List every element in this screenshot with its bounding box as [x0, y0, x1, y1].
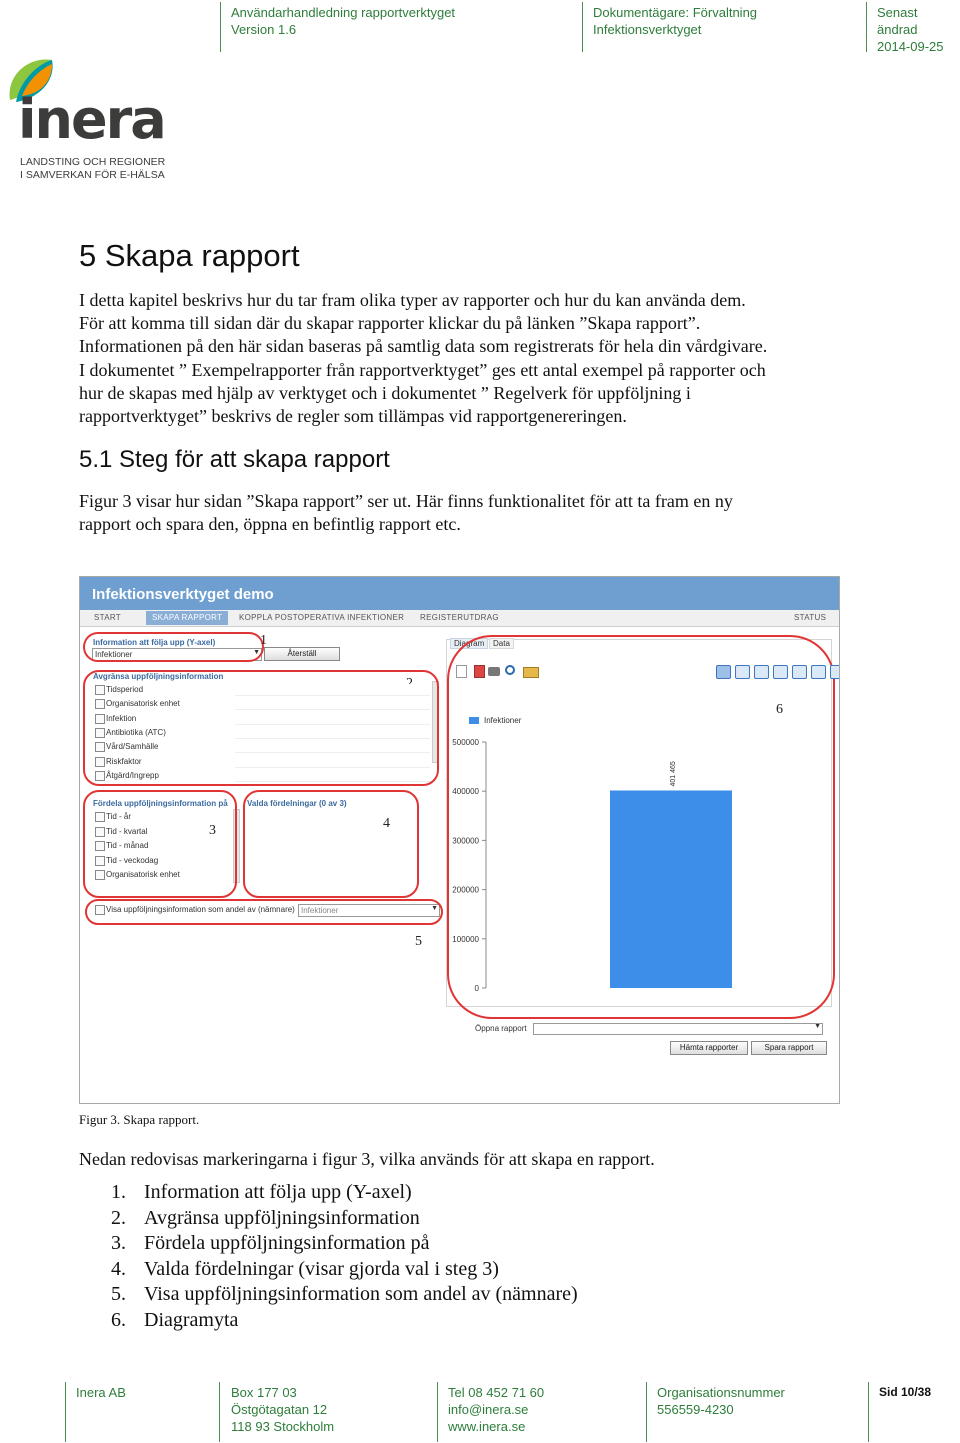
chevron-down-icon: ▼	[253, 649, 260, 656]
header-divider	[866, 2, 867, 52]
header-divider	[220, 2, 221, 52]
limit-item-label: Infektion	[106, 713, 137, 723]
limit-checkbox[interactable]	[95, 742, 105, 752]
header-owner: Dokumentägare: Förvaltning	[593, 5, 758, 20]
distribute-item-label: Tid - veckodag	[106, 855, 159, 865]
y-tick-label: 200000	[452, 885, 479, 895]
paragraph-line: I detta kapitel beskrivs hur du tar fram olika typer av rapporter och hur du kan använda dem.	[79, 290, 746, 310]
table-icon[interactable]	[830, 665, 840, 679]
reset-button[interactable]: Återställ	[264, 647, 340, 661]
limit-checkbox[interactable]	[95, 771, 105, 781]
limit-item-value[interactable]	[235, 713, 430, 725]
nav-koppla[interactable]: KOPPLA POSTOPERATIVA INFEKTIONER	[239, 613, 405, 622]
list-text: Visa uppföljningsinformation som andel av (nämnare)	[144, 1283, 578, 1306]
selected-label: Valda fördelningar (0 av 3)	[247, 799, 347, 808]
paragraph-line: Figur 3 visar hur sidan ”Skapa rapport” ser ut. Här finns funktionalitet för att ta fram en ny	[79, 491, 733, 511]
footer-address-line: Box 177 03	[231, 1385, 297, 1400]
limit-item-value[interactable]	[235, 727, 430, 739]
list-text: Diagramyta	[144, 1308, 239, 1331]
page-number: Sid 10/38	[879, 1385, 932, 1399]
paragraph-line: hur de skapas med hjälp av verktyget och i dokumentet ” Regelverk för uppföljning i	[79, 382, 691, 403]
bar-chart-icon[interactable]	[716, 665, 731, 679]
distribute-label: Fördela uppföljningsinformation på	[93, 799, 228, 808]
header-divider	[582, 2, 583, 52]
footer-divider	[437, 1382, 438, 1442]
marker-number: 4	[383, 816, 390, 831]
footer-address-line: 118 93 Stockholm	[231, 1419, 335, 1434]
footer-divider	[65, 1382, 66, 1442]
header-changed-date: 2014-09-25	[877, 39, 944, 54]
list-number: 2.	[111, 1206, 126, 1229]
limit-item-label: Vård/Samhälle	[106, 742, 159, 752]
marker-list-item	[111, 1231, 578, 1257]
limit-item-label: Åtgärd/Ingrepp	[106, 770, 159, 780]
paragraph-line: rapport och spara den, öppna en befintlig rapport etc.	[79, 514, 461, 535]
header-owner-info	[593, 4, 757, 38]
subsection-intro	[79, 490, 879, 536]
marker-list	[111, 1180, 578, 1334]
area-chart-icon[interactable]	[754, 665, 769, 679]
marker-list-item	[111, 1308, 578, 1334]
app-title-bar: Infektionsverktyget demo	[80, 577, 839, 610]
marker-list-item	[111, 1180, 578, 1206]
footer-company	[76, 1384, 126, 1401]
share-label: Visa uppföljningsinformation som andel av (nämnare)	[106, 905, 295, 914]
yaxis-label: Information att följa upp (Y-axel)	[93, 638, 216, 647]
limit-item-label: Organisatorisk enhet	[106, 699, 180, 709]
list-number: 3.	[111, 1232, 126, 1255]
figure-screenshot	[79, 576, 840, 1104]
paragraph-line: I dokumentet ” Exempelrapporter från rapportverktyget” ges ett antal exempel på rapporter och	[79, 359, 766, 380]
list-intro: Nedan redovisas markeringarna i figur 3, vilka används för att skapa en rapport.	[79, 1149, 655, 1169]
list-number: 6.	[111, 1308, 126, 1331]
limit-item-value[interactable]	[235, 770, 430, 782]
page-header	[0, 0, 960, 60]
list-text: Fördela uppföljningsinformation på	[144, 1232, 430, 1255]
yaxis-select-value: Infektioner	[95, 650, 133, 659]
footer-divider	[646, 1382, 647, 1442]
footer-divider	[219, 1382, 220, 1442]
marker-number: 6	[776, 702, 783, 717]
footer-address-line: Östgötagatan 12	[231, 1402, 328, 1417]
bar-data-label: 401 465	[670, 761, 677, 787]
marker-number: 5	[415, 934, 422, 949]
footer-email: info@inera.se	[448, 1402, 529, 1417]
list-text: Avgränsa uppföljningsinformation	[144, 1206, 420, 1229]
legend-swatch	[469, 717, 479, 724]
limit-item-value[interactable]	[235, 756, 430, 768]
section-heading: 5 Skapa rapport	[79, 238, 300, 273]
footer-phone: Tel 08 452 71 60	[448, 1385, 545, 1400]
distribute-item-label: Organisatorisk enhet	[106, 870, 180, 879]
logo-tagline-2: I SAMVERKAN FÖR E-HÄLSA	[20, 169, 165, 181]
marker-list-item	[111, 1282, 578, 1308]
fetch-reports-button[interactable]: Hämta rapporter	[670, 1041, 748, 1055]
marker-list-item	[111, 1206, 578, 1232]
distribute-checkbox[interactable]	[95, 841, 105, 851]
list-number: 5.	[111, 1283, 126, 1306]
footer-org-label: Organisationsnummer	[657, 1385, 785, 1400]
nav-registerutdrag[interactable]: REGISTERUTDRAG	[420, 613, 499, 622]
marker-6	[447, 635, 835, 1019]
footer-org-number: 556559-4230	[657, 1402, 734, 1417]
share-select-value: Infektioner	[301, 906, 339, 915]
limit-item-value[interactable]	[235, 698, 430, 710]
header-date-info	[877, 4, 960, 55]
tab-diagram[interactable]: Diagram	[450, 638, 488, 649]
header-document-title: Användarhandledning rapportverktyget	[231, 5, 456, 20]
chevron-down-icon: ▼	[814, 1023, 821, 1030]
inera-logo	[6, 56, 176, 186]
logo-tagline-1: LANDSTING OCH REGIONER	[20, 156, 166, 168]
footer-address	[231, 1384, 334, 1435]
header-document-info	[231, 4, 455, 38]
save-report-button[interactable]: Spara rapport	[751, 1041, 827, 1055]
open-report-select[interactable]	[533, 1023, 823, 1035]
paragraph-line: rapportverktyget” beskrivs de regler som tillämpas vid rapportgenereringen.	[79, 406, 627, 427]
header-version: Version 1.6	[231, 22, 297, 37]
marker-1	[83, 632, 264, 662]
footer-company-name: Inera AB	[76, 1385, 126, 1400]
list-number: 4.	[111, 1257, 126, 1280]
y-tick-label: 100000	[452, 934, 479, 944]
limit-checkbox[interactable]	[95, 699, 105, 709]
distribute-checkbox[interactable]	[95, 812, 105, 822]
limit-checkbox[interactable]	[95, 714, 105, 724]
limit-item-label: Antibiotika (ATC)	[106, 727, 166, 737]
marker-4	[243, 790, 419, 898]
distribute-item-label: Tid - kvartal	[106, 826, 148, 836]
paragraph-line: Informationen på den här sidan baseras på samtlig data som registrerats för hela din vårdgivare.	[79, 336, 768, 357]
marker-list-item	[111, 1257, 578, 1283]
limit-checkbox[interactable]	[95, 757, 105, 767]
stacked-chart-icon[interactable]	[811, 665, 826, 679]
list-text: Information att följa upp (Y-axel)	[144, 1181, 412, 1203]
open-report-label: Öppna rapport	[475, 1024, 527, 1033]
distribute-checkbox[interactable]	[95, 870, 105, 880]
footer-contact	[448, 1384, 544, 1435]
limit-item-label: Riskfaktor	[106, 756, 142, 766]
limit-checkbox[interactable]	[95, 685, 105, 695]
limit-item-value[interactable]	[235, 684, 430, 696]
list-text: Valda fördelningar (visar gjorda val i steg 3)	[144, 1257, 499, 1280]
chevron-down-icon: ▼	[431, 905, 438, 912]
nav-status[interactable]: STATUS	[794, 613, 827, 622]
header-tool: Infektionsverktyget	[593, 22, 702, 37]
list-number: 1.	[111, 1181, 126, 1203]
section-intro	[79, 289, 879, 428]
distribute-item-label: Tid - månad	[106, 841, 149, 850]
limit-checkbox[interactable]	[95, 728, 105, 738]
nav-skapa-rapport[interactable]: SKAPA RAPPORT	[146, 611, 228, 625]
page-footer	[0, 1380, 960, 1443]
y-tick-label: 500000	[452, 738, 479, 747]
marker-5	[85, 899, 443, 925]
logo-wordmark: inera	[18, 88, 165, 151]
limit-item-value[interactable]	[235, 741, 430, 753]
subsection-heading: 5.1 Steg för att skapa rapport	[79, 446, 390, 473]
footer-divider	[868, 1382, 869, 1442]
distribute-checkbox[interactable]	[95, 856, 105, 866]
pie-chart-icon[interactable]	[773, 665, 788, 679]
app-nav	[80, 610, 839, 627]
limit-item-label: Tidsperiod	[106, 685, 144, 694]
limit-label: Avgränsa uppföljningsinformation	[93, 672, 224, 681]
header-changed-label: Senast ändrad	[877, 5, 918, 37]
nav-start[interactable]: START	[94, 613, 121, 622]
y-tick-label: 0	[474, 984, 479, 993]
line-chart-icon[interactable]	[735, 665, 750, 679]
distribute-checkbox[interactable]	[95, 827, 105, 837]
marker-number: 3	[209, 823, 216, 838]
column-chart-icon[interactable]	[792, 665, 807, 679]
footer-org	[657, 1384, 785, 1418]
tab-data[interactable]: Data	[489, 638, 514, 649]
figure-caption: Figur 3. Skapa rapport.	[79, 1112, 200, 1127]
marker-number: 1	[260, 633, 267, 648]
y-tick-label: 300000	[452, 836, 479, 846]
distribute-item-label: Tid - år	[106, 812, 132, 821]
legend-label: Infektioner	[484, 716, 522, 725]
y-tick-label: 400000	[452, 787, 479, 797]
paragraph-line: För att komma till sidan där du skapar rapporter klickar du på länken ”Skapa rapport”.	[79, 313, 701, 334]
footer-website: www.inera.se	[448, 1419, 526, 1434]
